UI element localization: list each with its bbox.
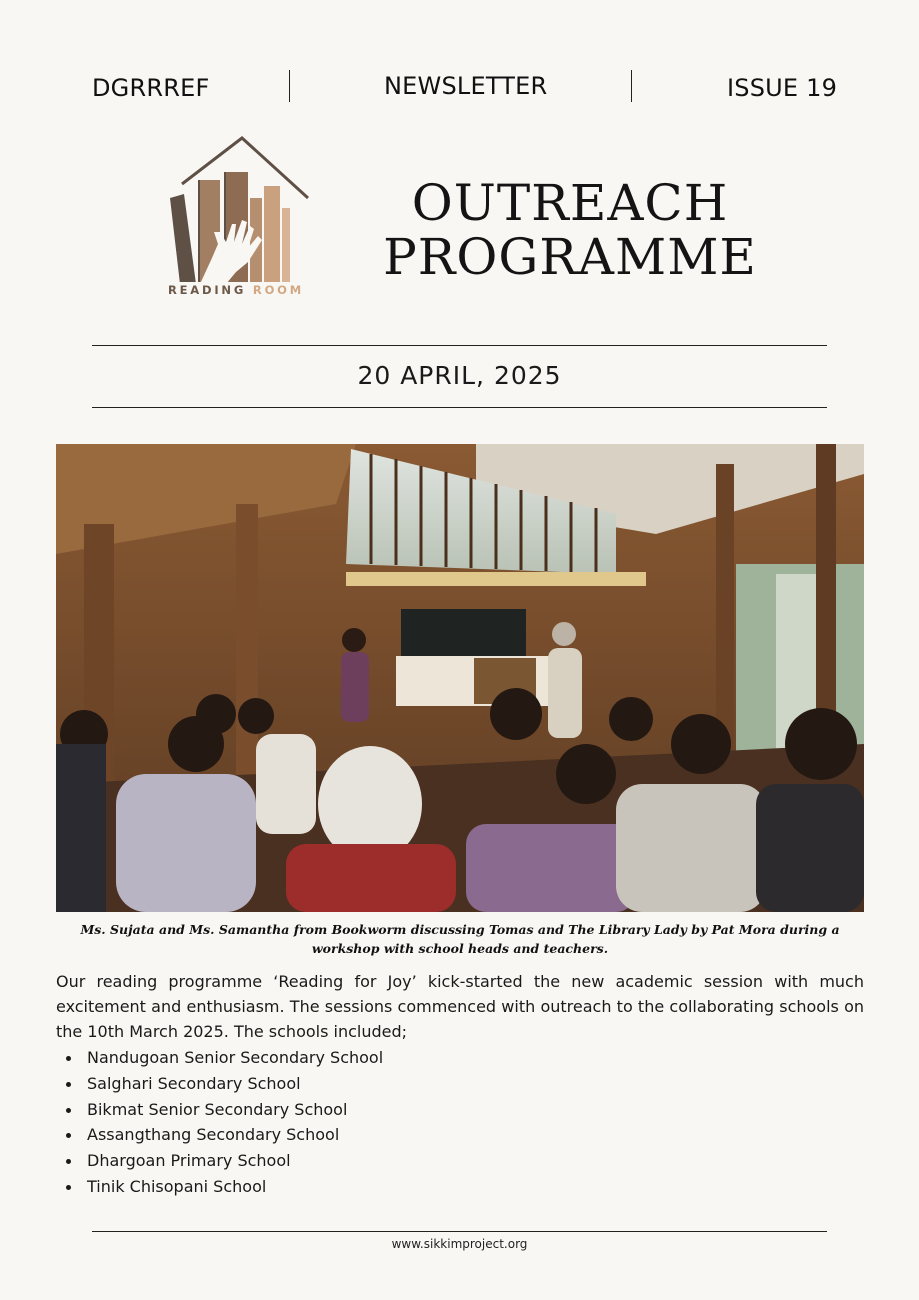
title-line-2: PROGRAMME — [383, 228, 757, 286]
footer-url[interactable]: www.sikkimproject.org — [391, 1237, 528, 1251]
logo-caption — [168, 283, 304, 297]
title-line-1: OUTREACH — [411, 174, 729, 232]
list-item: Dhargoan Primary School — [56, 1148, 656, 1174]
reading-room-logo-icon — [160, 132, 320, 282]
newsletter-label: NEWSLETTER — [384, 72, 548, 100]
issue-date: 20 APRIL, 2025 — [357, 361, 562, 390]
masthead — [0, 70, 919, 106]
masthead-divider — [289, 70, 290, 102]
list-item: Tinik Chisopani School — [56, 1174, 656, 1200]
logo-word-room: ROOM — [252, 283, 304, 297]
divider-rule — [92, 345, 827, 346]
photo-caption: Ms. Sujata and Ms. Samantha from Bookworm discussing Tomas and The Library Lady by Pat Mora during a workshop with school heads and teachers. — [80, 922, 840, 956]
page-title — [360, 176, 780, 284]
workshop-photo — [56, 444, 864, 912]
footer-rule — [92, 1231, 827, 1232]
list-item: Bikmat Senior Secondary School — [56, 1097, 656, 1123]
org-name: DGRRREF — [92, 74, 210, 102]
workshop-photo-icon — [56, 444, 864, 912]
intro-paragraph: Our reading programme ‘Reading for Joy’ kick-started the new academic session with much excitement and enthusiasm. The sessions commenced with outreach to the collaborating schools on the 10th March 2025. The schools included; — [56, 972, 864, 1041]
divider-rule — [92, 407, 827, 408]
masthead-divider — [631, 70, 632, 102]
issue-number: ISSUE 19 — [727, 74, 838, 102]
logo-word-reading: READING — [168, 283, 247, 297]
list-item: Salghari Secondary School — [56, 1071, 656, 1097]
list-item: Assangthang Secondary School — [56, 1122, 656, 1148]
list-item: Nandugoan Senior Secondary School — [56, 1045, 656, 1071]
reading-room-logo — [160, 132, 320, 302]
school-list — [56, 1045, 656, 1200]
